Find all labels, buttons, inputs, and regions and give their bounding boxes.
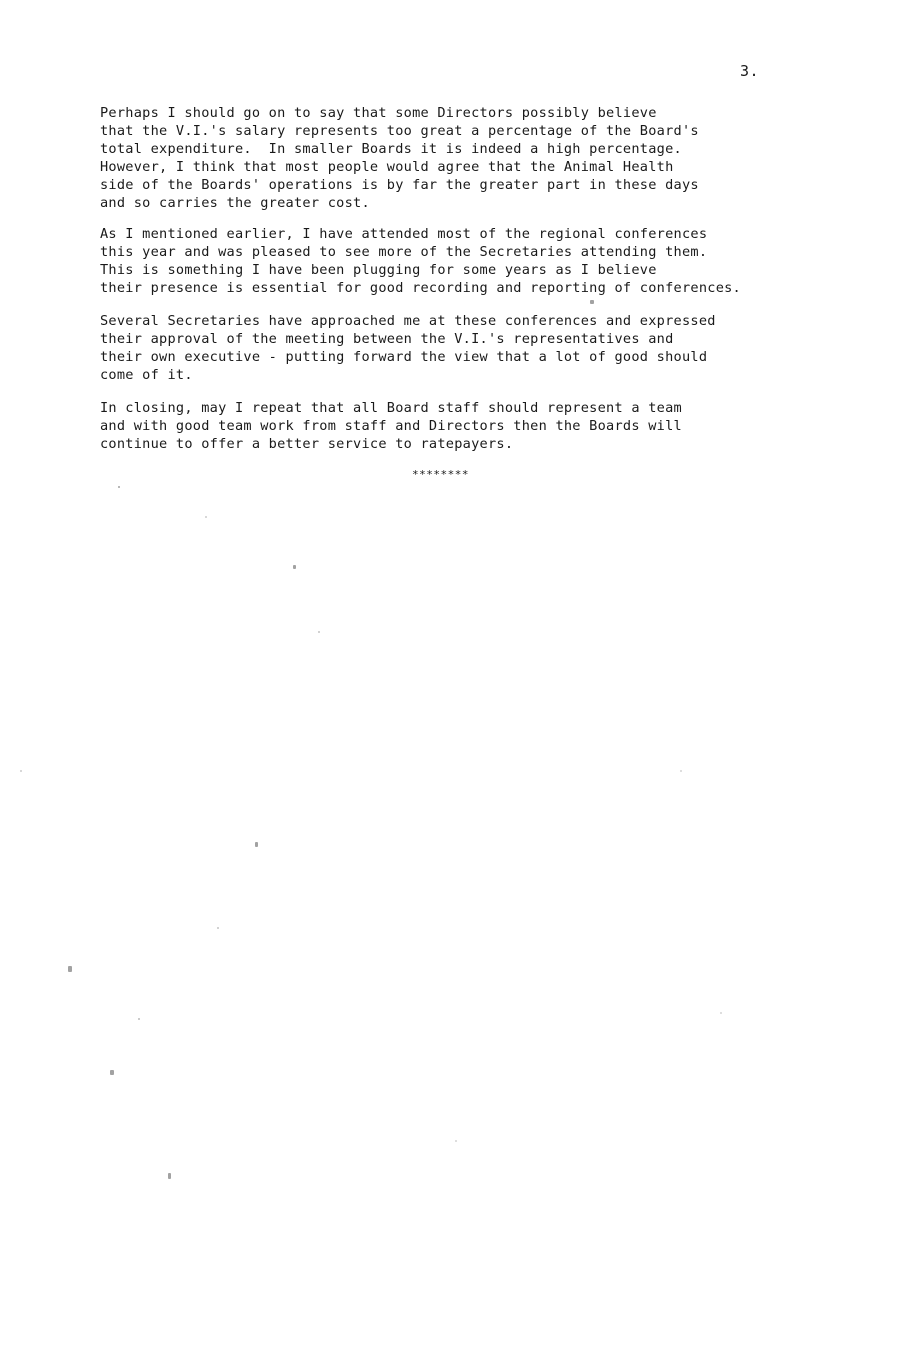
- text-line: and with good team work from staff and Directors then the Boards will: [100, 417, 682, 434]
- text-line: Perhaps I should go on to say that some Directors possibly believe: [100, 105, 657, 121]
- section-separator: ********: [412, 468, 469, 481]
- text-line: However, I think that most people would agree that the Animal Health: [100, 158, 674, 175]
- text-line: and so carries the greater cost.: [100, 194, 370, 211]
- paragraph-secretaries-approval: [100, 313, 716, 385]
- text-line: side of the Boards' operations is by far the greater part in these days: [100, 176, 699, 193]
- text-line: their presence is essential for good recording and reporting of conferences.: [100, 279, 741, 296]
- paragraph-directors-salary: [100, 105, 699, 212]
- text-line: total expenditure. In smaller Boards it is indeed a high percentage.: [100, 140, 682, 157]
- text-line: continue to offer a better service to ratepayers.: [100, 435, 514, 452]
- paragraph-closing: [100, 400, 682, 454]
- text-line: As I mentioned earlier, I have attended most of the regional conferences: [100, 226, 708, 242]
- text-line: Several Secretaries have approached me at these conferences and expressed: [100, 313, 716, 329]
- text-line: This is something I have been plugging for some years as I believe: [100, 261, 657, 278]
- text-line: In closing, may I repeat that all Board staff should represent a team: [100, 400, 682, 416]
- text-line: this year and was pleased to see more of the Secretaries attending them.: [100, 243, 708, 260]
- text-line: their approval of the meeting between the V.I.'s representatives and: [100, 330, 674, 347]
- paragraph-regional-conferences: [100, 226, 741, 298]
- text-line: that the V.I.'s salary represents too great a percentage of the Board's: [100, 122, 699, 139]
- text-line: come of it.: [100, 366, 193, 383]
- page-number: 3.: [740, 62, 760, 80]
- text-line: their own executive - putting forward the view that a lot of good should: [100, 348, 708, 365]
